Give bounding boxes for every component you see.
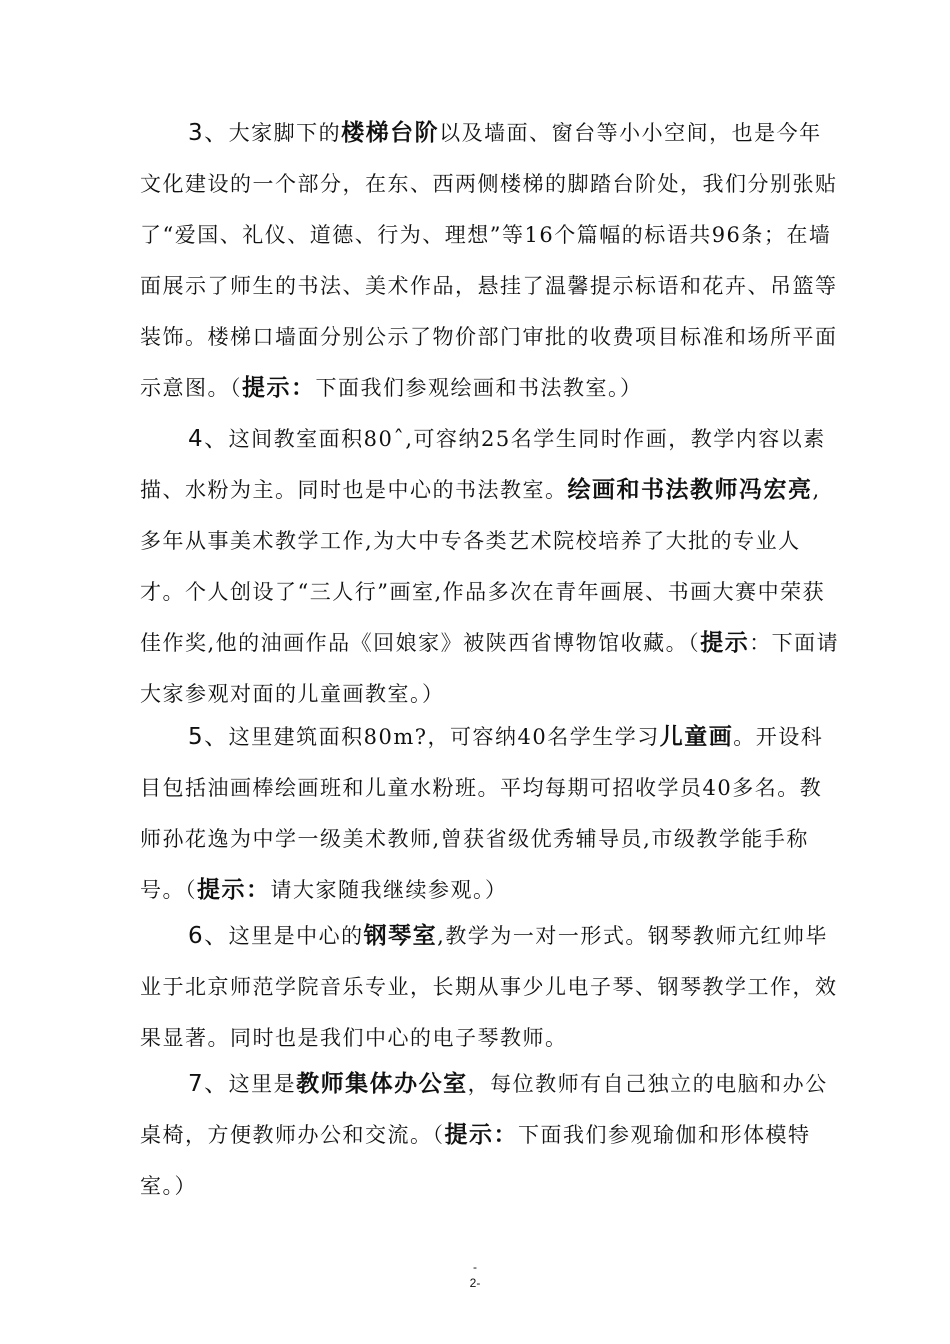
paragraph-text: 。开设科目包括油画棒绘画班和儿童水粉班。平均每期可招收学员40多名。教师孙花逸为中学一级美术教师,曾获省级优秀辅导员,市级教学能手称号。（ [140,725,824,902]
bold-highlight: 儿童画 [659,724,734,750]
bold-highlight: 教师集体办公室 [296,1071,468,1097]
paragraph-text: ,多年从事美术教学工作,为大中专各类艺术院校培养了大批的专业人才。个人创设了“三人行”画室,作品多次在青年画展、书画大赛中荣获佳作奖,他的油画作品《回娘家》被陕西省博物馆收藏。（ [140,478,826,655]
page-number: 2- [469,1276,481,1290]
paragraph-4 [140,414,840,720]
hint-label: 提示： [242,375,316,401]
paragraph-text: 下面我们参观瑜伽和形体模特室。） [140,1123,811,1198]
paragraph-5 [140,712,840,916]
paragraph-text: 这间教室面积80ˆ,可容纳25名学生同时作画，教学内容以素描、水粉为主。同时也是中心的书法教室。 [140,427,826,502]
hint-label: 提示： [444,1122,518,1148]
paragraph-text: 下面我们参观绘画和书法教室。） [315,376,643,400]
paragraph-number: 7、 [188,1071,229,1097]
paragraph-text: 以及墙面、窗台等小小空间，也是今年文化建设的一个部分，在东、西两侧楼梯的脚踏台阶处，我们分别张贴了“爱国、礼仪、道德、行为、理想”等16个篇幅的标语共96条；在墙面展示了师生的书法、美术作品，悬挂了温馨提示标语和花卉、吊篮等装饰。楼梯口墙面分别公示了物价部门审批的收费项目标准和场所平面示意图。（ [140,121,838,400]
paragraph-text: 请大家随我继续参观。） [270,878,508,902]
paragraph-number: 4、 [188,426,229,452]
paragraph-number: 6、 [188,923,229,949]
paragraph-text: ：下面请大家参观对面的儿童画教室。） [140,631,840,706]
paragraph-number: 3、 [188,120,229,146]
hint-label: 提示： [197,877,271,903]
paragraph-text: ，每位教师有自己独立的电脑和办公桌椅，方便教师办公和交流。（ [140,1072,828,1147]
paragraph-text: 这里是中心的 [228,924,364,948]
paragraph-7 [140,1059,840,1212]
paragraph-text: 这里建筑面积80m?，可容纳40名学生学习 [228,725,660,749]
hint-label: 提示 [700,630,750,656]
bold-highlight: 楼梯台阶 [341,120,440,146]
bold-highlight: 绘画和书法教师冯宏亮 [567,477,813,503]
paragraph-3 [140,108,840,414]
bold-highlight: 钢琴室 [363,923,438,949]
footer-dash: - [473,1260,477,1274]
paragraph-6 [140,911,840,1064]
paragraph-number: 5、 [188,724,229,750]
paragraph-text: 大家脚下的 [228,121,342,145]
paragraph-text: ,教学为一对一形式。钢琴教师亢红帅毕业于北京师范学院音乐专业，长期从事少儿电子琴、钢琴教学工作，效果显著。同时也是我们中心的电子琴教师。 [140,924,838,1050]
paragraph-text: 这里是 [228,1072,297,1096]
